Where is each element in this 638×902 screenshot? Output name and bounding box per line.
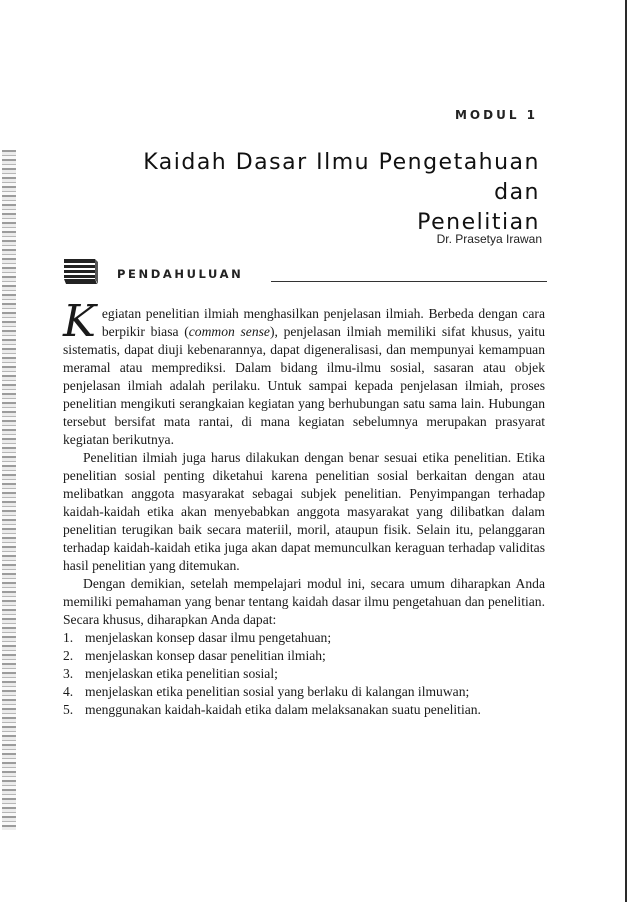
list-item-number: 1. — [63, 630, 74, 645]
drop-cap: K — [63, 296, 96, 347]
section-rule — [271, 281, 547, 282]
title-line-2: Penelitian — [417, 210, 540, 235]
list-item-number: 5. — [63, 702, 74, 717]
page-title — [90, 148, 540, 238]
section-header — [63, 258, 547, 286]
list-item-number: 3. — [63, 666, 74, 681]
paragraph-1-text: egiatan penelitian ilmiah menghasilkan penjelasan ilmiah. Berbeda dengan cara berpikir biasa (common sense), penjelasan ilmiah memiliki sifat khusus, yaitu sistematis, dapat diuji kebenarannya, dapat digeneralisasi, dan mempunyai kemampuan meramal atau memprediksi. Dalam bidang ilmu-ilmu sosial, sasaran atau objek penjelasan ilmiah adalah perilaku. Untuk sampai kepada penjelasan ilmiah, proses penelitian mengikuti serangkaian kegiatan yang berhubungan satu sama lain. Hubungan tersebut bersifat mata rantai, di mana kegiatan sebelumnya merupakan prasyarat kegiatan berikutnya. — [63, 306, 545, 447]
paragraph-2: Penelitian ilmiah juga harus dilakukan dengan benar sesuai etika penelitian. Etika penelitian sosial penting diketahui karena penelitian sosial berkaitan dengan atau melibatkan anggota masyarakat sebagai subjek penelitian. Penyimpangan terhadap kaidah-kaidah etika akan menyebabkan anggota masyarakat yang dilibatkan dalam penelitian terugikan baik secara materiil, moril, ataupun fisik. Selain itu, pelanggaran terhadap kaidah-kaidah etika juga akan dapat memunculkan keraguan terhadap validitas hasil penelitian yang ditemukan. — [63, 450, 545, 573]
list-item-text: menjelaskan konsep dasar penelitian ilmiah; — [85, 648, 326, 663]
list-item — [63, 647, 545, 665]
scan-binding-edge — [2, 150, 16, 830]
list-item-text: menjelaskan etika penelitian sosial yang berlaku di kalangan ilmuwan; — [85, 684, 470, 699]
list-item — [63, 683, 545, 701]
list-item — [63, 629, 545, 647]
module-label: MODUL 1 — [454, 108, 538, 122]
list-item-text: menggunakan kaidah-kaidah etika dalam melaksanakan suatu penelitian. — [85, 702, 481, 717]
emphasis-text: common sense — [188, 324, 270, 339]
objectives-list — [63, 629, 545, 719]
list-item — [63, 665, 545, 683]
book-icon — [63, 258, 99, 286]
paragraph-3: Dengan demikian, setelah mempelajari modul ini, secara umum diharapkan Anda memiliki pemahaman yang benar tentang kaidah dasar ilmu pengetahuan dan penelitian. Secara khusus, diharapkan Anda dapat: — [63, 576, 545, 627]
title-line-1: Kaidah Dasar Ilmu Pengetahuan dan — [143, 150, 540, 205]
author-name: Dr. Prasetya Irawan — [436, 232, 542, 246]
list-item — [63, 701, 545, 719]
list-item-number: 4. — [63, 684, 74, 699]
list-item-text: menjelaskan konsep dasar ilmu pengetahuan; — [85, 630, 332, 645]
paragraph-1 — [63, 296, 545, 449]
list-item-text: menjelaskan etika penelitian sosial; — [85, 666, 278, 681]
body-text — [63, 296, 545, 719]
page-edge-line — [625, 0, 627, 902]
list-item-number: 2. — [63, 648, 74, 663]
section-title: PENDAHULUAN — [117, 267, 244, 281]
